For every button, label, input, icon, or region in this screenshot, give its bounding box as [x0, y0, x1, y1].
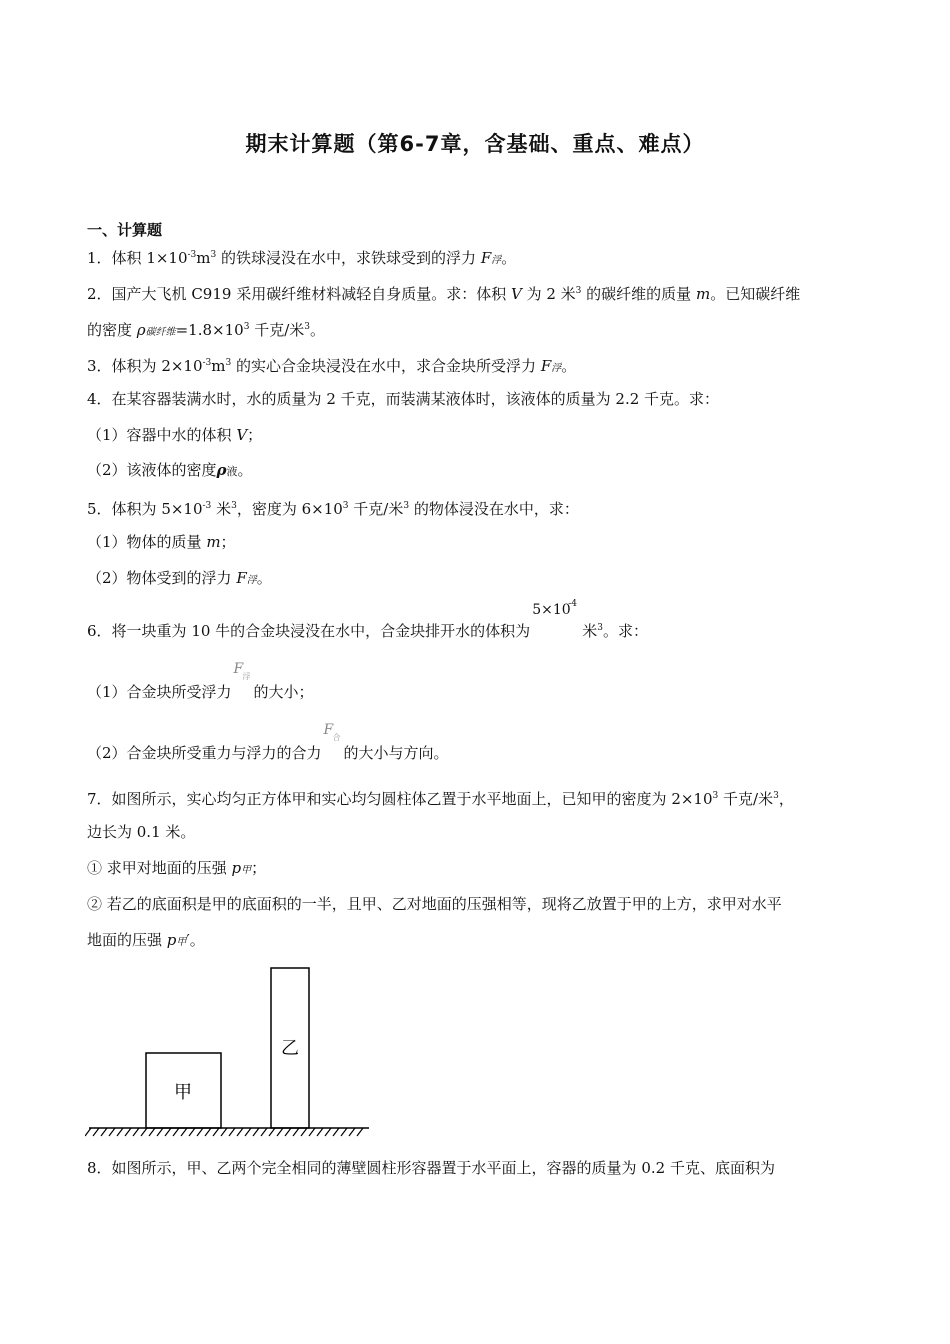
hatch-mark: [325, 1128, 331, 1136]
hatch-mark: [85, 1128, 91, 1136]
question-3: 3．体积为 $2\times 10^{-3}m^3$ 的实心合金块浸没在水中，求合金块所受浮力 F浮。: [87, 357, 577, 375]
question-7-part-2-line-2: 地面的压强 p甲′。: [87, 931, 205, 949]
hatch-mark: [349, 1128, 355, 1136]
hatch-mark: [213, 1128, 219, 1136]
buoyancy-formula: F 浮: [233, 661, 251, 681]
page-title: 期末计算题（第6-7章，含基础、重点、难点）: [245, 132, 705, 156]
hatch-mark: [261, 1128, 267, 1136]
section-heading: 一、计算题: [87, 221, 163, 239]
question-8: 8．如图所示，甲、乙两个完全相同的薄壁圆柱形容器置于水平面上，容器的质量为 0.2 千克、底面积为: [87, 1159, 775, 1177]
hatch-mark: [93, 1128, 99, 1136]
hatch-mark: [181, 1128, 187, 1136]
question-6: 6．将一块重为 10 牛的合金块浸没在水中，合金块排开水的体积为 5×10 -4 米$^3$。求：: [87, 599, 648, 640]
question-7-line-2: 边长为 0.1 米。: [87, 823, 196, 841]
hatch-mark: [285, 1128, 291, 1136]
question-7: 7．如图所示，实心均匀正方体甲和实心均匀圆柱体乙置于水平地面上，已知甲的密度为 $2\times 10^3$ 千克/米$^3$，: [87, 790, 794, 808]
question-7-part-1: ① 求甲对地面的压强 p甲；: [87, 859, 267, 877]
hatch-mark: [253, 1128, 259, 1136]
hatch-mark: [341, 1128, 347, 1136]
hatch-mark: [189, 1128, 195, 1136]
hatch-mark: [269, 1128, 275, 1136]
hatch-mark: [333, 1128, 339, 1136]
hatch-mark: [301, 1128, 307, 1136]
question-4-part-2: （2）该液体的密度ρ液。: [87, 461, 253, 479]
hatch-mark: [357, 1128, 363, 1136]
question-6-part-1: （1）合金块所受浮力 F 浮 的大小；: [87, 661, 314, 701]
hatch-mark: [309, 1128, 315, 1136]
hatch-mark: [221, 1128, 227, 1136]
hatch-mark: [125, 1128, 131, 1136]
cylinder-yi-label: 乙: [281, 1038, 299, 1059]
hatch-mark: [245, 1128, 251, 1136]
question-1: 1．体积 $1\times 10^{-3}m^3$ 的铁球浸没在水中，求铁球受到的浮力 F浮。: [87, 249, 517, 267]
volume-formula: 5×10 -4: [532, 599, 577, 618]
hatch-mark: [229, 1128, 235, 1136]
question-4: 4．在某容器装满水时，水的质量为 2 千克，而装满某液体时，该液体的质量为 2.2 千克。求：: [87, 390, 720, 408]
hatch-mark: [197, 1128, 203, 1136]
question-2: 2．国产大飞机 C919 采用碳纤维材料减轻自身质量。求：体积 V 为 2 米$^3$ 的碳纤维的质量 m。已知碳纤维: [87, 285, 801, 303]
hatch-mark: [149, 1128, 155, 1136]
hatch-mark: [205, 1128, 211, 1136]
hatch-mark: [173, 1128, 179, 1136]
hatch-mark: [141, 1128, 147, 1136]
hatch-mark: [133, 1128, 139, 1136]
question-5-part-2: （2）物体受到的浮力 F浮。: [87, 569, 272, 587]
hatch-mark: [293, 1128, 299, 1136]
figure-blocks-on-ground: [85, 962, 375, 1142]
question-7-part-2: ② 若乙的底面积是甲的底面积的一半，且甲、乙对地面的压强相等，现将乙放置于甲的上方，求甲对水平: [87, 895, 782, 913]
resultant-force-formula: F 合: [323, 722, 341, 742]
hatch-mark: [117, 1128, 123, 1136]
question-2-line-2: 的密度 ρ碳纤维$=1.8\times 10^3$ 千克/米$^3$。: [87, 321, 326, 339]
hatch-mark: [101, 1128, 107, 1136]
hatch-mark: [165, 1128, 171, 1136]
hatch-mark: [317, 1128, 323, 1136]
hatch-mark: [109, 1128, 115, 1136]
ground-hatching: [85, 1128, 363, 1136]
question-4-part-1: （1）容器中水的体积 V；: [87, 426, 263, 444]
question-5-part-1: （1）物体的质量 m；: [87, 533, 236, 551]
cube-jia-label: 甲: [174, 1082, 192, 1103]
question-5: 5．体积为 $5\times 10^{-3}$ 米$^3$，密度为 $6\times 10^3$ 千克/米$^3$ 的物体浸没在水中，求：: [87, 500, 579, 518]
hatch-mark: [237, 1128, 243, 1136]
question-6-part-2: （2）合金块所受重力与浮力的合力 F 合 的大小与方向。: [87, 722, 449, 762]
hatch-mark: [277, 1128, 283, 1136]
hatch-mark: [157, 1128, 163, 1136]
